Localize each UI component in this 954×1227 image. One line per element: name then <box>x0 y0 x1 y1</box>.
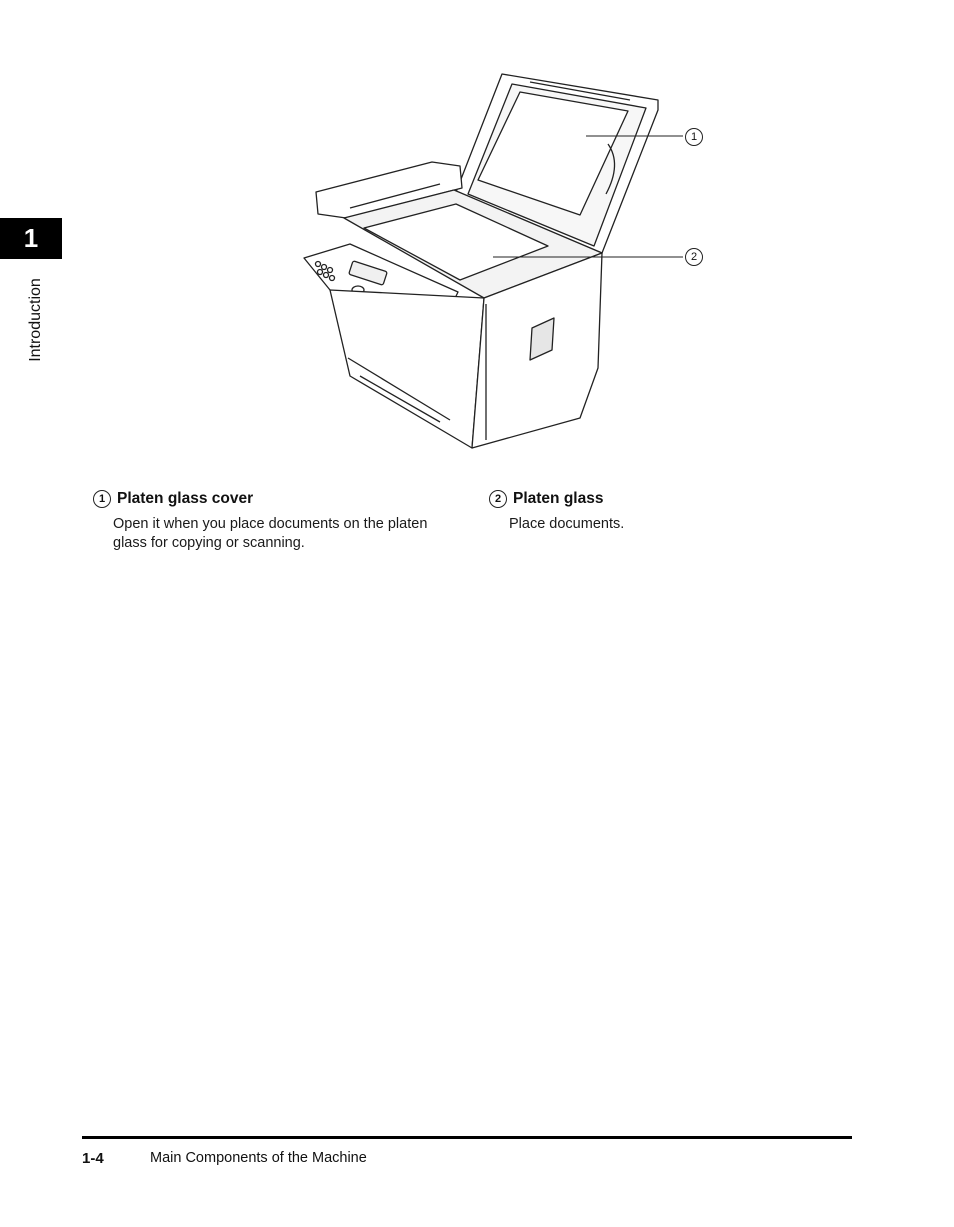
callout-1: 1 <box>685 128 703 146</box>
chapter-side-label: Introduction <box>27 278 44 362</box>
item-number: 1 <box>93 490 111 508</box>
item-number: 2 <box>489 490 507 508</box>
desc-line: Place documents. <box>509 516 625 532</box>
desc-line: glass for copying or scanning. <box>113 535 305 551</box>
machine-illustration <box>290 68 730 458</box>
footer-rule <box>82 1136 852 1139</box>
callout-2: 2 <box>685 248 703 266</box>
machine-drawing <box>290 68 730 458</box>
desc-line: Open it when you place documents on the platen <box>113 516 428 532</box>
chapter-tab: 1 <box>0 218 62 259</box>
item-description <box>509 515 819 534</box>
footer-section-title: Main Components of the Machine <box>150 1150 367 1166</box>
item-title: Platen glass <box>513 490 604 507</box>
page-number: 1-4 <box>82 1150 104 1167</box>
item-title: Platen glass cover <box>117 490 254 507</box>
item-description <box>113 515 463 553</box>
item-platen-glass-cover <box>93 490 463 553</box>
item-platen-glass <box>489 490 819 534</box>
